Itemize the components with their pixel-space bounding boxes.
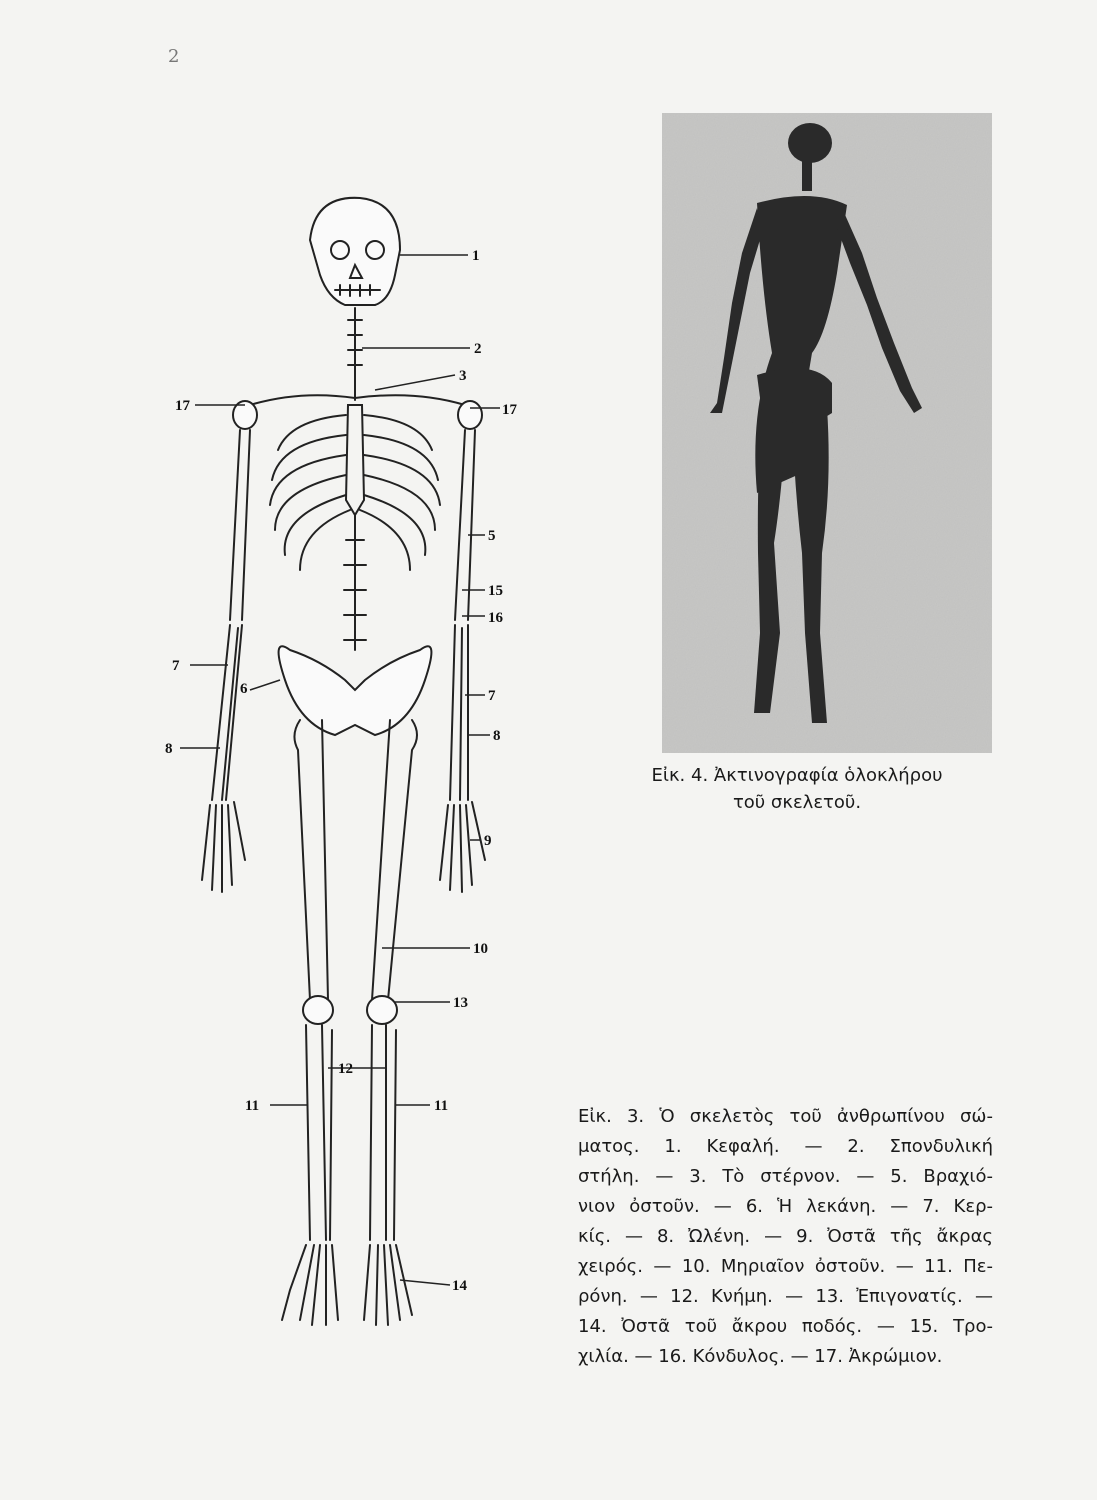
label-7-left: 7 <box>172 658 180 674</box>
label-6: 6 <box>240 681 248 697</box>
figure3-caption-line: νιον ὀστοῦν. — 6. Ἡ λεκάνη. — 7. Κερ- <box>578 1196 993 1217</box>
label-11-left: 11 <box>245 1098 260 1114</box>
label-13: 13 <box>453 995 468 1011</box>
figure4-caption <box>602 762 992 816</box>
skeleton-illustration <box>150 180 550 1340</box>
xray-image <box>662 113 992 753</box>
figure3-caption-line: χειρός. — 10. Μηριαῖον ὀστοῦν. — 11. Πε- <box>578 1256 993 1277</box>
label-1: 1 <box>472 248 480 264</box>
label-12: 12 <box>338 1061 353 1077</box>
label-7-right: 7 <box>488 688 496 704</box>
label-15: 15 <box>488 583 503 599</box>
figure3-caption-line: ματος. 1. Κεφαλή. — 2. Σπονδυλική <box>578 1136 993 1157</box>
label-2: 2 <box>474 341 482 357</box>
figure4-caption-line: τοῦ σκελετοῦ. <box>732 792 862 813</box>
label-17-right: 17 <box>502 402 517 418</box>
figure3-caption-line: Εἰκ. 3. Ὁ σκελετὸς τοῦ ἀνθρωπίνου σώ- <box>578 1106 993 1127</box>
figure3-caption <box>578 1102 993 1372</box>
label-14: 14 <box>452 1278 467 1294</box>
figure3-caption-line: κίς. — 8. Ὠλένη. — 9. Ὀστᾶ τῆς ἄκρας <box>578 1226 993 1247</box>
label-17-left: 17 <box>175 398 190 414</box>
label-8-left: 8 <box>165 741 173 757</box>
label-11-right: 11 <box>434 1098 449 1114</box>
label-9: 9 <box>484 833 492 849</box>
figure3-caption-line: χιλία. — 16. Κόνδυλος. — 17. Ἀκρώμιον. <box>578 1346 943 1367</box>
label-5: 5 <box>488 528 496 544</box>
label-3: 3 <box>459 368 467 384</box>
label-16: 16 <box>488 610 503 626</box>
figure4-caption-line: Εἰκ. 4. Ἀκτινογραφία ὁλοκλήρου <box>651 765 943 786</box>
label-10: 10 <box>473 941 488 957</box>
figure3-caption-line: ρόνη. — 12. Κνήμη. — 13. Ἐπιγονατίς. — <box>578 1286 993 1307</box>
label-8-right: 8 <box>493 728 501 744</box>
figure3-caption-line: στήλη. — 3. Τὸ στέρνον. — 5. Βραχιό- <box>578 1166 993 1187</box>
figure3-caption-line: 14. Ὀστᾶ τοῦ ἄκρου ποδός. — 15. Τρο- <box>578 1316 993 1337</box>
page-number: 2 <box>168 46 180 67</box>
